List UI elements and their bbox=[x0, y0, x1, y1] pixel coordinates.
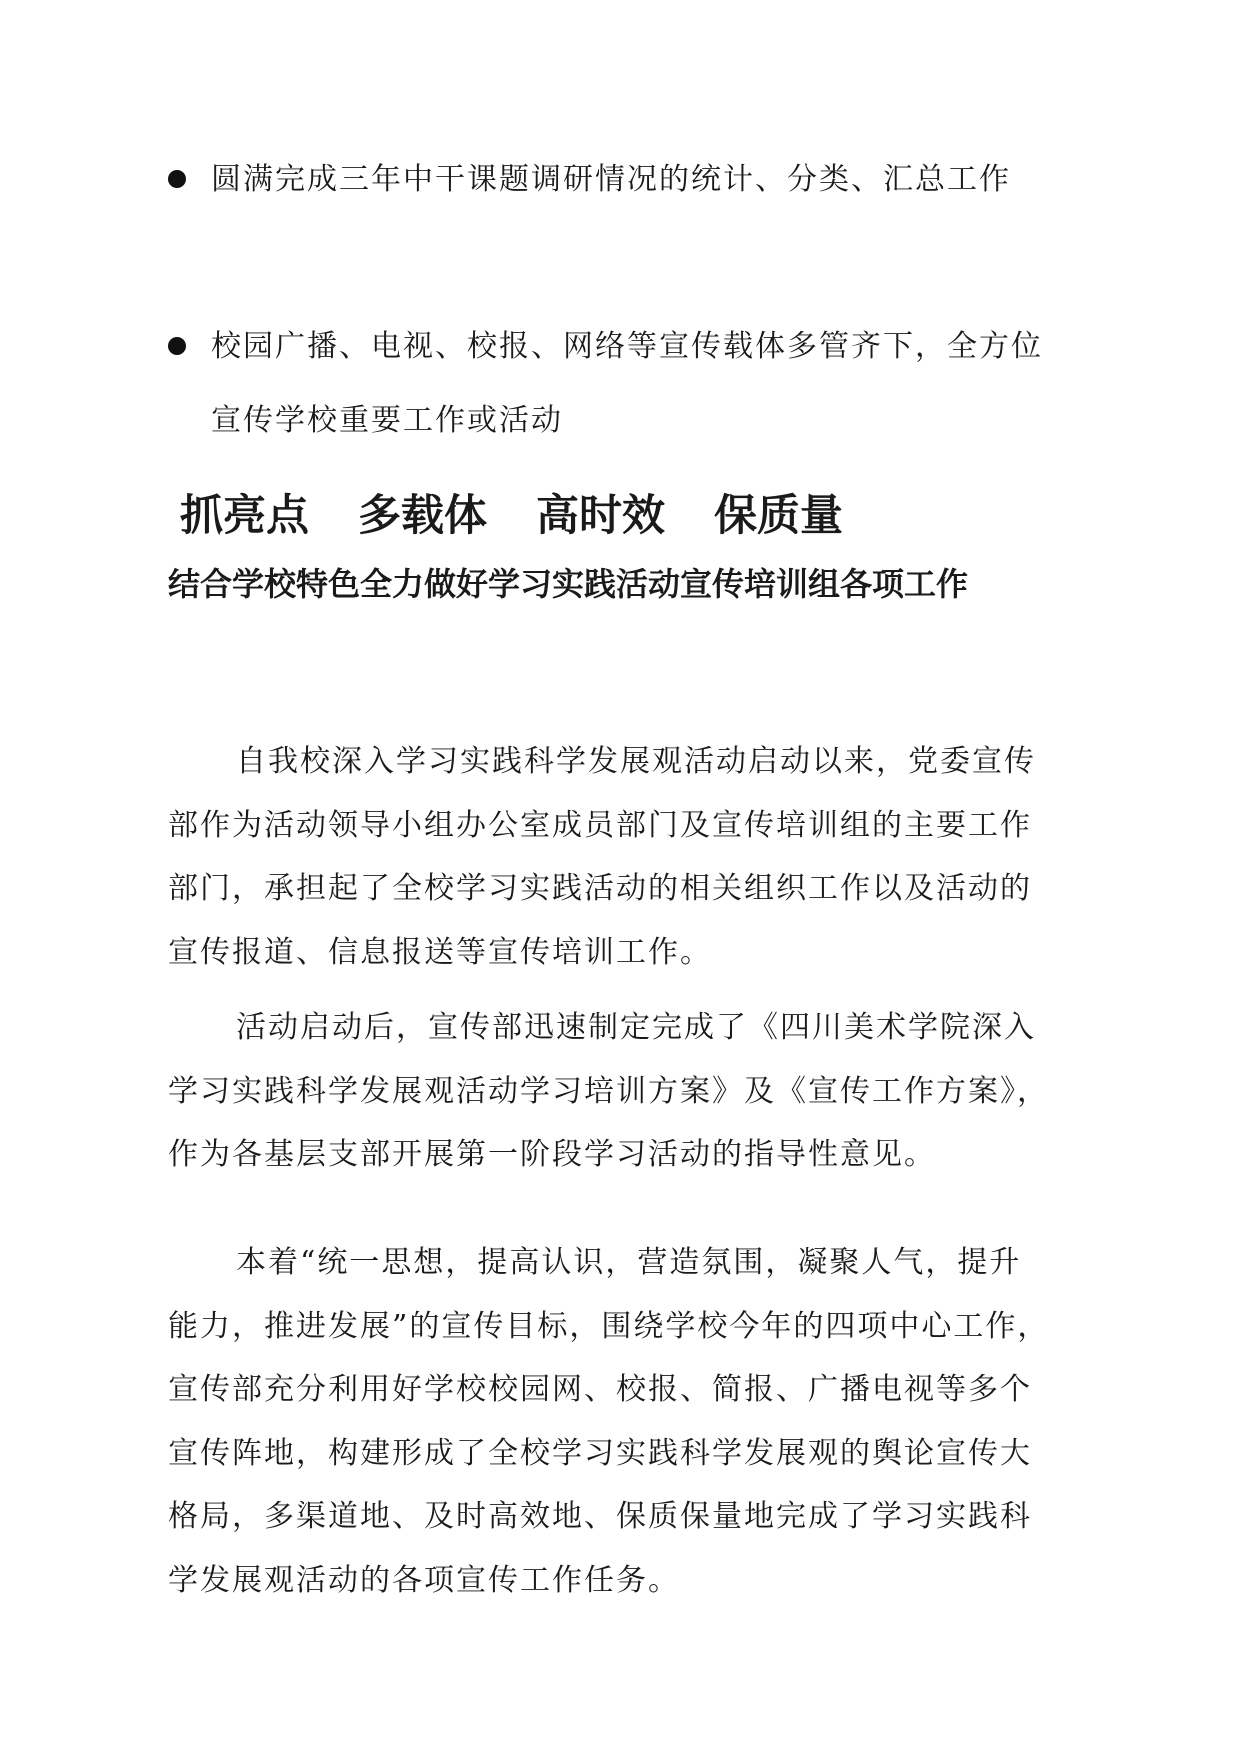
paragraph-line: 自我校深入学习实践科学发展观活动启动以来，党委宣传 bbox=[236, 744, 1036, 779]
paragraph-line: 作为各基层支部开展第一阶段学习活动的指导性意见。 bbox=[168, 1137, 936, 1172]
bullet-dot-icon bbox=[168, 170, 186, 188]
paragraph bbox=[168, 996, 1078, 1187]
headline-part: 多载体 bbox=[358, 491, 487, 541]
headline bbox=[180, 486, 843, 546]
paragraph bbox=[168, 730, 1078, 984]
headline-part: 保质量 bbox=[714, 491, 843, 541]
paragraph bbox=[168, 1231, 1078, 1612]
headline-part: 高时效 bbox=[536, 491, 665, 541]
paragraph-line: 格局，多渠道地、及时高效地、保质保量地完成了学习实践科 bbox=[168, 1499, 1032, 1534]
paragraph-line: 宣传阵地，构建形成了全校学习实践科学发展观的舆论宣传大 bbox=[168, 1435, 1032, 1471]
bullet-text-continued: 宣传学校重要工作或活动 bbox=[211, 403, 563, 438]
paragraph-line: 部作为活动领导小组办公室成员部门及宣传培训组的主要工作 bbox=[168, 807, 1032, 843]
paragraph-line: 学发展观活动的各项宣传工作任务。 bbox=[168, 1562, 680, 1598]
paragraph-line: 能力，推进发展”的宣传目标，围绕学校今年的四项中心工作， bbox=[168, 1308, 1050, 1344]
bullet-text: 校园广播、电视、校报、网络等宣传载体多管齐下，全方位 bbox=[211, 329, 1043, 364]
paragraph-line: 宣传部充分利用好学校校园网、校报、简报、广播电视等多个 bbox=[168, 1372, 1032, 1407]
bullet-text: 圆满完成三年中干课题调研情况的统计、分类、汇总工作 bbox=[211, 162, 1011, 197]
subheadline: 结合学校特色全力做好学习实践活动宣传培训组各项工作 bbox=[168, 565, 969, 603]
paragraph-line: 学习实践科学发展观活动学习培训方案》及《宣传工作方案》， bbox=[168, 1073, 1049, 1109]
paragraph-line: 部门，承担起了全校学习实践活动的相关组织工作以及活动的 bbox=[168, 871, 1032, 906]
paragraph-line: 宣传报道、信息报送等宣传培训工作。 bbox=[168, 934, 712, 970]
paragraph-line: 本着“统一思想，提高认识，营造氛围，凝聚人气，提升 bbox=[236, 1245, 1022, 1280]
headline-part: 抓亮点 bbox=[180, 491, 309, 541]
paragraph-line: 活动启动后，宣传部迅速制定完成了《四川美术学院深入 bbox=[236, 1010, 1036, 1045]
bullet-dot-icon bbox=[168, 337, 186, 355]
